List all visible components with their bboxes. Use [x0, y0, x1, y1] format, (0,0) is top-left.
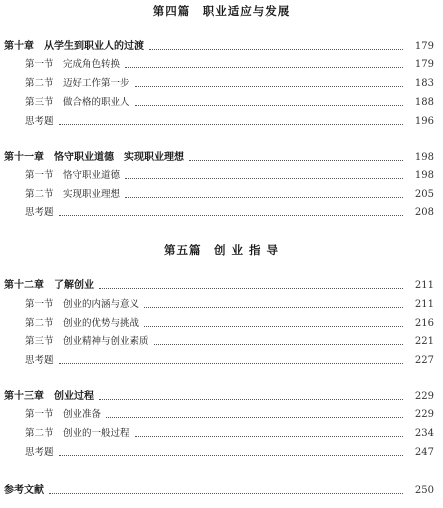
toc-section-row: [0, 57, 443, 73]
page-number: 247: [414, 447, 434, 458]
section-title: 第二节 实现职业理想: [25, 189, 121, 200]
dot-leader: [106, 417, 403, 418]
toc-section-row: [0, 407, 443, 423]
dot-leader: [99, 288, 403, 289]
toc-section-row: [0, 95, 443, 111]
page-number: 216: [414, 318, 434, 329]
page-number: 198: [414, 170, 434, 181]
page-number: 179: [414, 59, 434, 70]
toc-section-row: [0, 334, 443, 350]
dot-leader: [99, 399, 403, 400]
page-number: 188: [414, 97, 434, 108]
part-title: 第五篇 创 业 指 导: [163, 243, 279, 257]
page-number: 211: [414, 299, 434, 310]
toc-section-row: [0, 445, 443, 461]
toc-section-row: [0, 168, 443, 184]
section-title: 思考题: [25, 355, 54, 366]
section-title: 第三节 创业精神与创业素质: [25, 336, 149, 347]
dot-leader: [59, 455, 403, 456]
dot-leader: [154, 344, 403, 345]
chapter-title: 第十章 从学生到职业人的过渡: [4, 41, 144, 52]
toc-section-row: [0, 76, 443, 92]
section-title: 思考题: [25, 447, 54, 458]
page-number: 229: [414, 391, 434, 402]
dot-leader: [189, 160, 403, 161]
toc-section-row: [0, 205, 443, 221]
section-title: 第二节 迈好工作第一步: [25, 78, 130, 89]
section-title: 第二节 创业的一般过程: [25, 428, 130, 439]
references-title: 参考文献: [4, 485, 44, 496]
dot-leader: [125, 67, 403, 68]
toc-references-row: [0, 483, 443, 499]
page-number: 229: [414, 409, 434, 420]
page-number: 208: [414, 207, 434, 218]
chapter-title: 第十三章 创业过程: [4, 391, 94, 402]
toc-section-row: [0, 114, 443, 130]
toc-chapter-row: [0, 389, 443, 405]
dot-leader: [59, 124, 403, 125]
dot-leader: [135, 436, 403, 437]
dot-leader: [125, 197, 403, 198]
page-number: 227: [414, 355, 434, 366]
section-title: 第一节 创业的内涵与意义: [25, 299, 140, 310]
toc-chapter-row: [0, 278, 443, 294]
toc-section-row: [0, 426, 443, 442]
section-title: 第三节 做合格的职业人: [25, 97, 130, 108]
toc-section-row: [0, 297, 443, 313]
section-title: 思考题: [25, 207, 54, 218]
dot-leader: [135, 105, 403, 106]
page-number: 196: [414, 116, 434, 127]
page-number: 211: [414, 280, 434, 291]
dot-leader: [149, 49, 403, 50]
dot-leader: [49, 493, 403, 494]
toc-section-row: [0, 353, 443, 369]
toc-chapter-row: [0, 39, 443, 55]
chapter-title: 第十一章 恪守职业道德 实现职业理想: [4, 152, 184, 163]
page-number: 205: [414, 189, 434, 200]
dot-leader: [59, 363, 403, 364]
section-title: 思考题: [25, 116, 54, 127]
page-number: 179: [414, 41, 434, 52]
dot-leader: [144, 307, 403, 308]
section-title: 第一节 创业准备: [25, 409, 102, 420]
toc-chapter-row: [0, 150, 443, 166]
dot-leader: [144, 326, 403, 327]
section-title: 第一节 完成角色转换: [25, 59, 121, 70]
dot-leader: [59, 215, 403, 216]
dot-leader: [135, 86, 403, 87]
section-title: 第二节 创业的优势与挑战: [25, 318, 140, 329]
page-number: 250: [414, 485, 434, 496]
dot-leader: [125, 178, 403, 179]
part-title: 第四篇 职业适应与发展: [152, 4, 291, 18]
section-title: 第一节 恪守职业道德: [25, 170, 121, 181]
toc-section-row: [0, 187, 443, 203]
chapter-title: 第十二章 了解创业: [4, 280, 94, 291]
page-number: 221: [414, 336, 434, 347]
toc-section-row: [0, 316, 443, 332]
page-number: 183: [414, 78, 434, 89]
page-number: 234: [414, 428, 434, 439]
page-number: 198: [414, 152, 434, 163]
